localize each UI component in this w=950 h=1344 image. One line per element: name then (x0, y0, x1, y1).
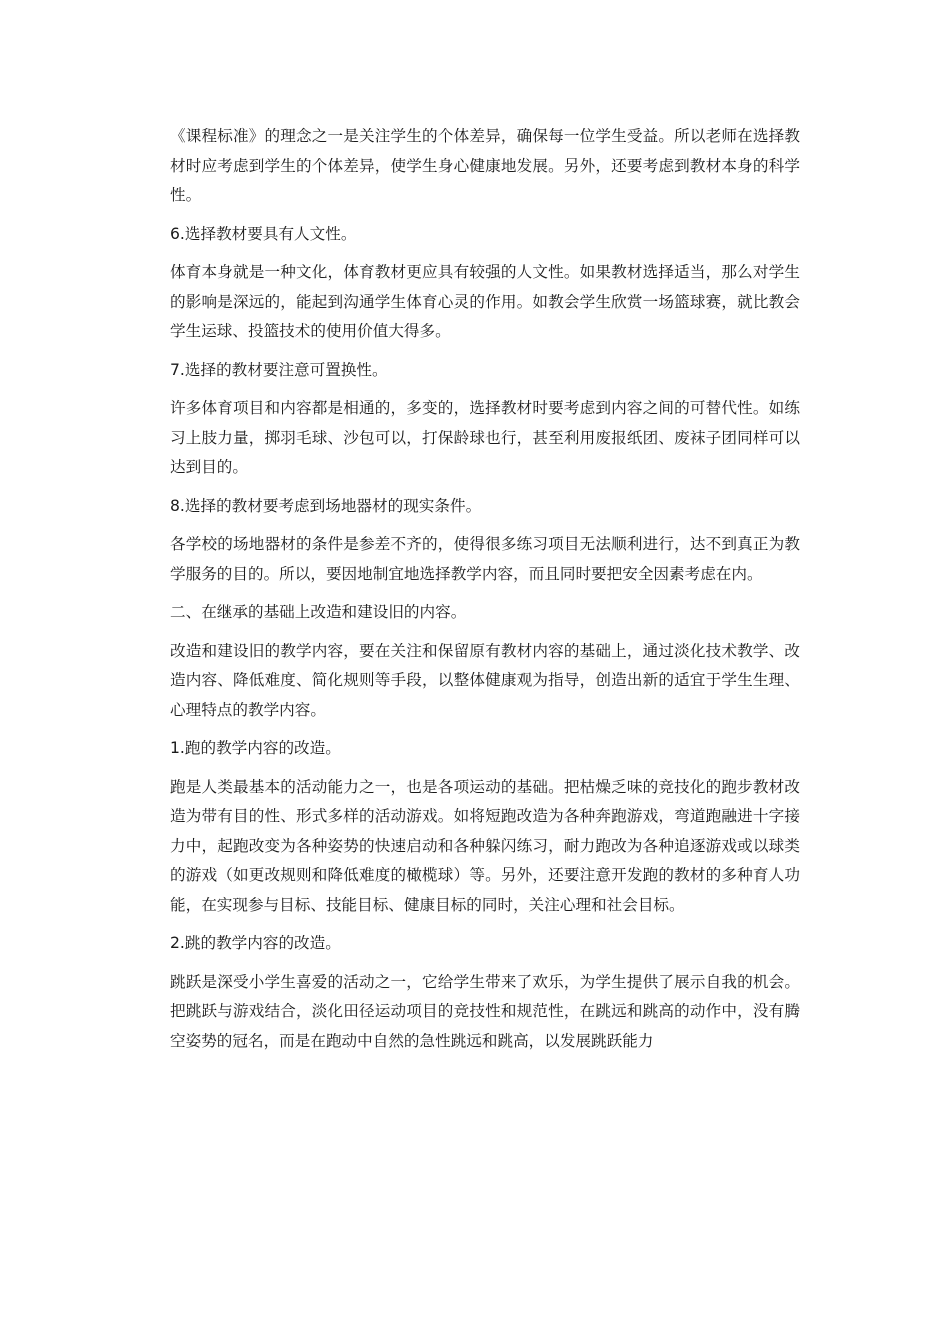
heading-running: 1.跑的教学内容的改造。 (170, 739, 341, 757)
paragraph-section-two: 改造和建设旧的教学内容，要在关注和保留原有教材内容的基础上，通过淡化技术教学、改造内容、降低难度、简化规则等手段，以整体健康观为指导，创造出新的适宜于学生生理、心理特点的教学内容。 (170, 641, 800, 719)
paragraph-jumping: 跳跃是深受小学生喜爱的活动之一，它给学生带来了欢乐，为学生提供了展示自我的机会。把跳跃与游戏结合，淡化田径运动项目的竞技性和规范性，在跳远和跳高的动作中，没有腾空姿势的冠名，而是在跑动中自然的急性跳远和跳高，以发展跳跃能力 (170, 972, 800, 1050)
paragraph-curriculum-standard: 《课程标准》的理念之一是关注学生的个体差异，确保每一位学生受益。所以老师在选择教材时应考虑到学生的个体差异，使学生身心健康地发展。另外，还要考虑到教材本身的科学性。 (170, 127, 800, 204)
paragraph-humanistic: 体育本身就是一种文化，体育教材更应具有较强的人文性。如果教材选择适当，那么对学生的影响是深远的，能起到沟通学生体育心灵的作用。如教会学生欣赏一场篮球赛，就比教会学生运球、投篮技术的使用价值大得多。 (170, 263, 800, 340)
document-body (170, 122, 800, 1065)
heading-section-two: 二、在继承的基础上改造和建设旧的内容。 (170, 603, 467, 621)
heading-jumping: 2.跳的教学内容的改造。 (170, 934, 341, 952)
heading-facilities: 8.选择的教材要考虑到场地器材的现实条件。 (170, 496, 482, 515)
paragraph-facilities: 各学校的场地器材的条件是参差不齐的，使得很多练习项目无法顺利进行，达不到真正为教学服务的目的。所以，要因地制宜地选择教学内容，而且同时要把安全因素考虑在内。 (170, 535, 800, 583)
paragraph-replaceability: 许多体育项目和内容都是相通的，多变的，选择教材时要考虑到内容之间的可替代性。如练习上肢力量，掷羽毛球、沙包可以，打保龄球也行，甚至利用废报纸团、废袜子团同样可以达到目的。 (170, 399, 800, 476)
heading-replaceability: 7.选择的教材要注意可置换性。 (170, 360, 388, 379)
paragraph-running: 跑是人类最基本的活动能力之一，也是各项运动的基础。把枯燥乏味的竞技化的跑步教材改造为带有目的性、形式多样的活动游戏。如将短跑改造为各种奔跑游戏，弯道跑融进十字接力中，起跑改变为各种姿势的快速启动和各种躲闪练习，耐力跑改为各种追逐游戏或以球类的游戏（如更改规则和降低难度的橄榄球）等。另外，还要注意开发跑的教材的多种育人功能，在实现参与目标、技能目标、健康目标的同时，关注心理和社会目标。 (170, 777, 800, 914)
heading-humanistic: 6.选择教材要具有人文性。 (170, 224, 357, 243)
